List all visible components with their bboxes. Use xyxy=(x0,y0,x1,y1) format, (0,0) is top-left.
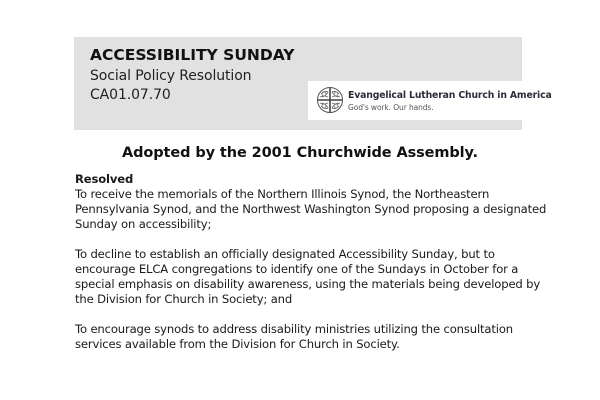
resolution-paragraph: To receive the memorials of the Northern Illinois Synod, the Northeastern Pennsylvania Synod, and the Northwest Washington Synod proposing a designated Sunday on accessibility; xyxy=(75,187,547,231)
resolution-paragraph: To decline to establish an officially designated Accessibility Sunday, but to encourage ELCA congregations to identify one of the Sundays in October for a special emphasis on disability awareness, using the materials being developed by the Division for Church in Society; and xyxy=(75,247,541,306)
document-header xyxy=(74,37,552,130)
logo-organization-name: Evangelical Lutheran Church in America xyxy=(348,90,552,101)
elca-cross-emblem-icon xyxy=(316,86,344,114)
logo-tagline: God's work. Our hands. xyxy=(348,103,434,112)
resolution-body xyxy=(75,172,555,367)
resolved-label: Resolved xyxy=(75,172,134,186)
document-title: ACCESSIBILITY SUNDAY xyxy=(90,46,295,64)
elca-logo xyxy=(308,81,552,120)
resolution-paragraph: To encourage synods to address disability ministries utilizing the consultation services available from the Division for Church in Society. xyxy=(75,322,513,351)
document-code: CA01.07.70 xyxy=(90,87,171,103)
document-subtitle: Social Policy Resolution xyxy=(90,68,252,84)
adoption-heading: Adopted by the 2001 Churchwide Assembly. xyxy=(122,145,478,161)
